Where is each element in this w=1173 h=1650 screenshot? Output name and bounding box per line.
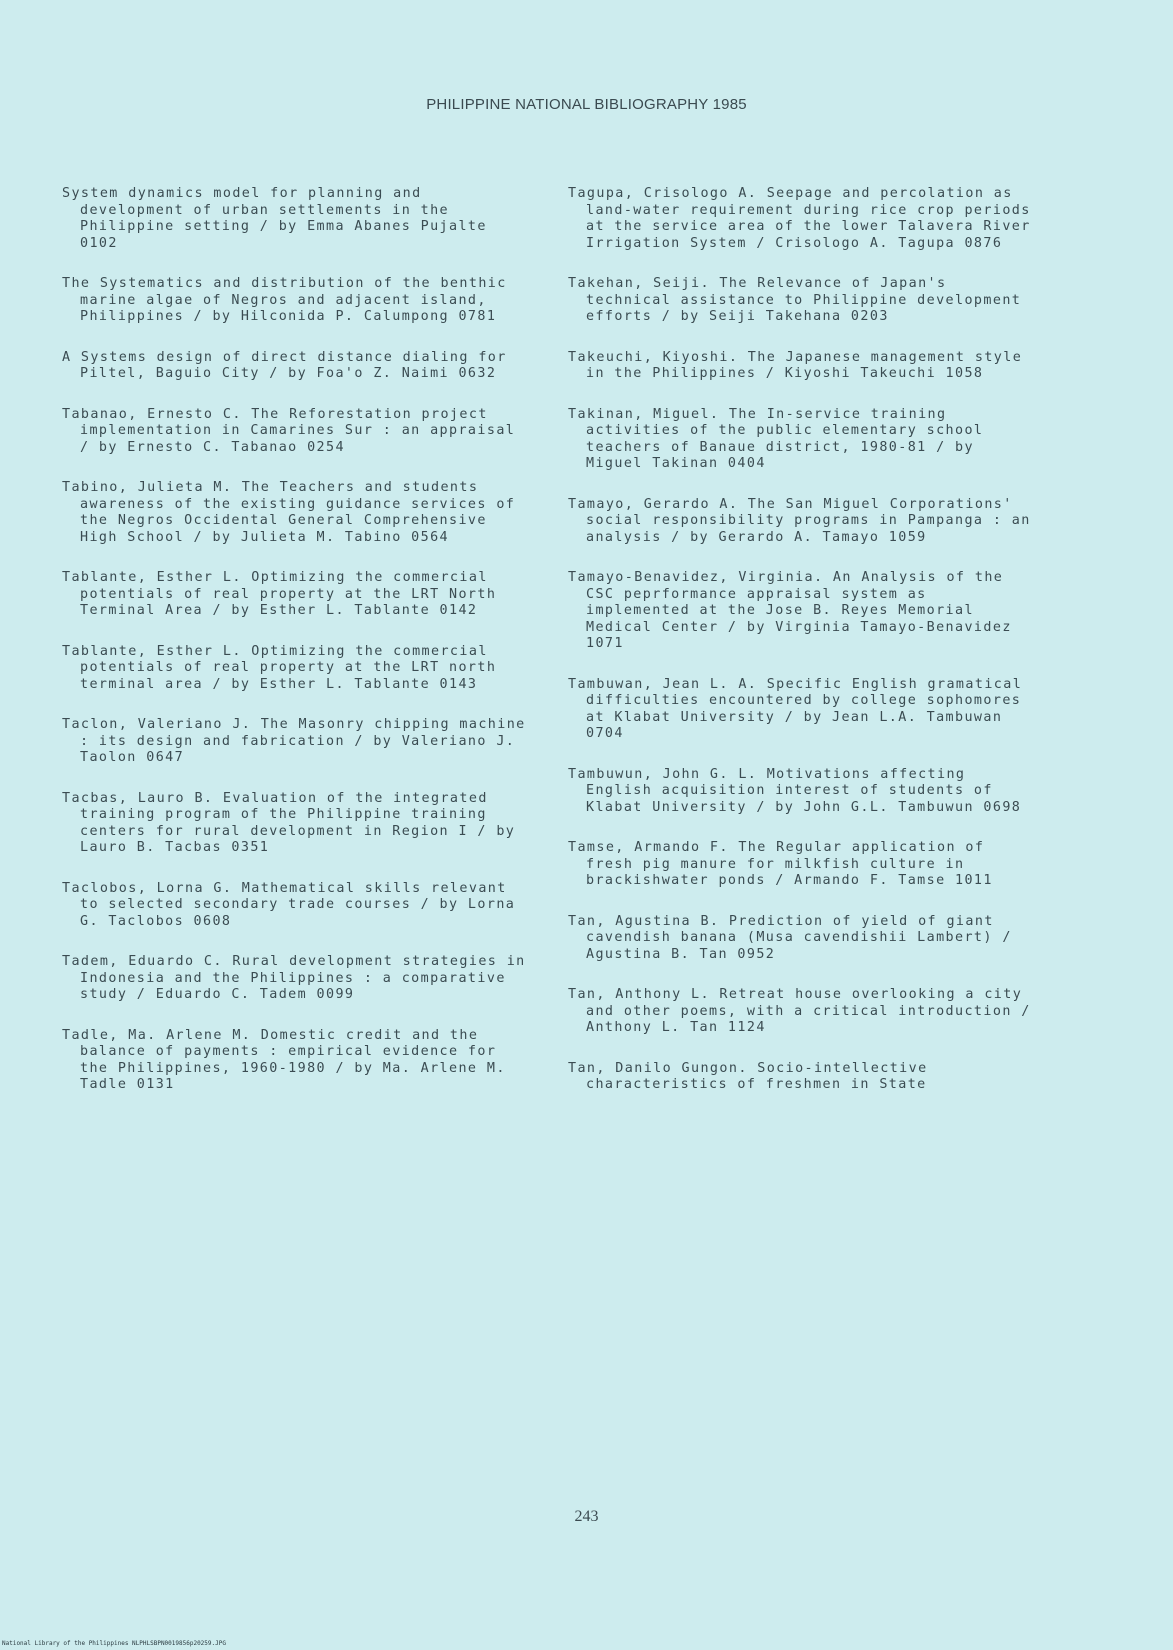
bibliography-entry: Takeuchi, Kiyoshi. The Japanese management style in the Philippines / Kiyoshi Takeuchi 1058 xyxy=(568,349,1023,381)
bibliography-entry: Tambuwun, John G. L. Motivations affecting English acquisition interest of students of Klabat University / by John G.L. Tambuwun 0698 xyxy=(568,766,1022,815)
bibliography-entry: Tablante, Esther L. Optimizing the commercial potentials of real property at the LRT North Terminal Area / by Esther L. Tablante 0142 xyxy=(62,570,497,618)
bibliography-entry: Taclobos, Lorna G. Mathematical skills relevant to selected secondary trade courses / by Lorna G. Taclobos 0608 xyxy=(62,880,516,929)
bibliography-entry: Tamse, Armando F. The Regular application of fresh pig manure for milkfish culture in brackishwater ponds / Armando F. Tamse 1011 xyxy=(568,840,993,888)
bibliography-entry: Tadem, Eduardo C. Rural development strategies in Indonesia and the Philippines : a comparative study / Eduardo C. Tadem 0099 xyxy=(62,954,526,1002)
bibliography-entry: Takehan, Seiji. The Relevance of Japan's technical assistance to Philippine development efforts / by Seiji Takehana 0203 xyxy=(568,276,1022,324)
bibliography-entry: Tablante, Esther L. Optimizing the commercial potentials of real property at the LRT north terminal area / by Esther L. Tablante 0143 xyxy=(62,643,497,692)
bibliography-entry: Tan, Anthony L. Retreat house overlooking a city and other poems, with a critical introduction / Anthony L. Tan 1124 xyxy=(568,987,1031,1035)
page-header: PHILIPPINE NATIONAL BIBLIOGRAPHY 1985 xyxy=(426,96,747,113)
bibliography-entry: Takinan, Miguel. The In-service training activities of the public elementary school teachers of Banaue district, 1980-81 / by Miguel Takinan 0404 xyxy=(568,406,984,471)
bibliography-entry: Tabanao, Ernesto C. The Reforestation project implementation in Camarines Sur : an appraisal / by Ernesto C. Tabanao 0254 xyxy=(62,406,516,455)
right-column xyxy=(568,186,1038,1118)
left-column xyxy=(62,186,532,1118)
bibliography-entry: Tagupa, Crisologo A. Seepage and percolation as land-water requirement during rice crop periods at the service area of the lower Talavera River Irrigation System / Crisologo A. Tagupa 0876 xyxy=(568,186,1031,251)
bibliography-entry: Tamayo-Benavidez, Virginia. An Analysis of the CSC peprformance appraisal system as implemented at the Jose B. Reyes Memorial Medical Center / by Virginia Tamayo-Benavidez 1071 xyxy=(568,570,1012,651)
bibliography-entry: Taclon, Valeriano J. The Masonry chipping machine : its design and fabrication / by Valeriano J. Taolon 0647 xyxy=(62,717,526,765)
bibliography-entry: A Systems design of direct distance dialing for Piltel, Baguio City / by Foa'o Z. Naimi 0632 xyxy=(62,349,507,381)
bibliography-entry: The Systematics and distribution of the benthic marine algae of Negros and adjacent island, Philippines / by Hilconida P. Calumpong 0781 xyxy=(62,276,507,324)
bibliography-entry: Tabino, Julieta M. The Teachers and students awareness of the existing guidance services of the Negros Occidental General Comprehensive High School / by Julieta M. Tabino 0564 xyxy=(62,480,516,545)
footer-credit: National Library of the Philippines NLPHLSBPN0019856p20259.JPG xyxy=(2,1640,226,1647)
bibliography-entry: System dynamics model for planning and development of urban settlements in the Philippine setting / by Emma Abanes Pujalte 0102 xyxy=(62,186,487,251)
bibliography-entry: Tamayo, Gerardo A. The San Miguel Corporations' social responsibility programs in Pampanga : an analysis / by Gerardo A. Tamayo 1059 xyxy=(568,496,1031,545)
bibliography-entry: Tacbas, Lauro B. Evaluation of the integrated training program of the Philippine training centers for rural development in Region I / by Lauro B. Tacbas 0351 xyxy=(62,790,516,855)
bibliography-entry: Tan, Danilo Gungon. Socio-intellective characteristics of freshmen in State xyxy=(568,1060,928,1092)
bibliography-entry: Tambuwan, Jean L. A. Specific English gramatical difficulties encountered by college sophomores at Klabat University / by Jean L.A. Tambuwan 0704 xyxy=(568,676,1023,741)
bibliography-entry: Tadle, Ma. Arlene M. Domestic credit and the balance of payments : empirical evidence for the Philippines, 1960-1980 / by Ma. Arlene M. Tadle 0131 xyxy=(62,1027,506,1092)
page-number: 243 xyxy=(574,1508,599,1525)
bibliography-entry: Tan, Agustina B. Prediction of yield of giant cavendish banana (Musa cavendishii Lambert) / Agustina B. Tan 0952 xyxy=(568,913,1012,962)
